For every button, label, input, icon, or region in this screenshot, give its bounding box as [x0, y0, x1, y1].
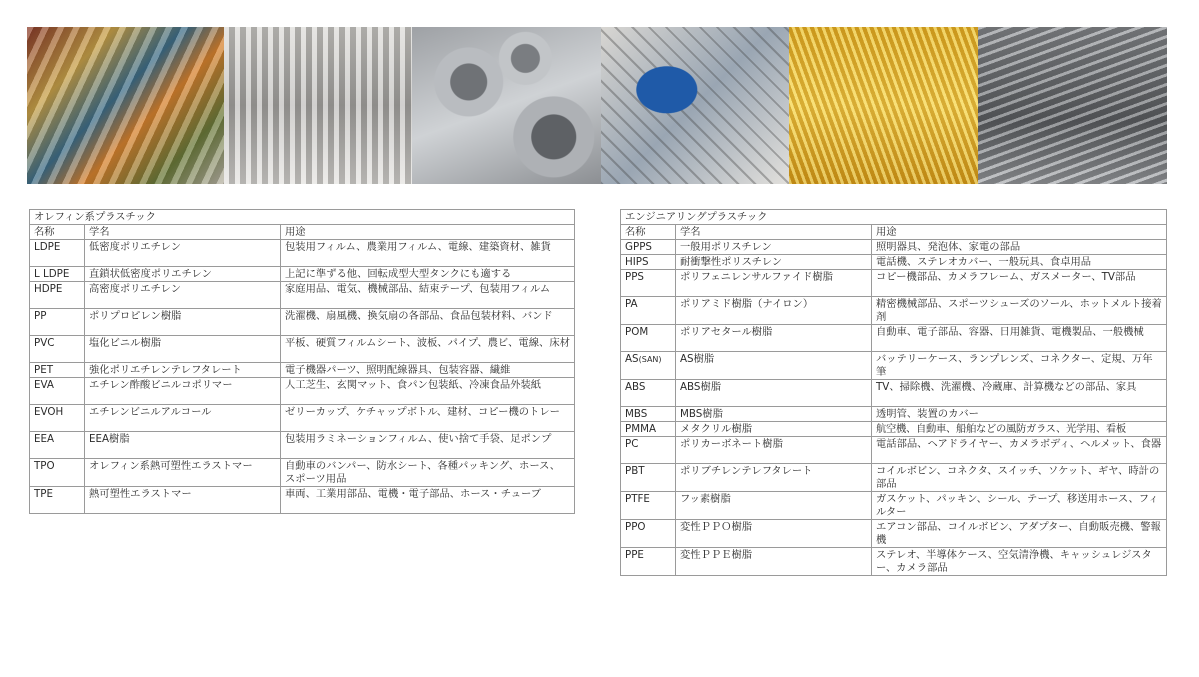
table-row	[621, 422, 1167, 437]
engineering-table	[620, 209, 1167, 576]
cell-name: MBS	[621, 407, 676, 422]
cell-use: 洗濯機、扇風機、換気扇の各部品、食品包装材料、バンド	[281, 309, 575, 336]
cell-name: TPE	[30, 487, 85, 514]
cell-name: PPE	[621, 548, 676, 576]
cell-chemical: ポリアミド樹脂（ナイロン）	[676, 297, 872, 325]
table-row	[621, 492, 1167, 520]
table-row	[621, 520, 1167, 548]
table-row	[621, 270, 1167, 297]
photo-gray-sheets	[978, 27, 1167, 184]
cell-chemical: ポリブチレンテレフタレート	[676, 464, 872, 492]
cell-name: PPO	[621, 520, 676, 548]
cell-use: 上記に準ずる他、回転成型大型タンクにも適する	[281, 267, 575, 282]
cell-chemical: MBS樹脂	[676, 407, 872, 422]
cell-chemical: ABS樹脂	[676, 380, 872, 407]
cell-name: PBT	[621, 464, 676, 492]
table-row	[621, 407, 1167, 422]
cell-use: 透明管、装置のカバー	[872, 407, 1167, 422]
cell-chemical: 直鎖状低密度ポリエチレン	[85, 267, 281, 282]
cell-name: PPS	[621, 270, 676, 297]
cell-chemical: 塩化ビニル樹脂	[85, 336, 281, 363]
table-row	[30, 487, 575, 514]
cell-chemical: EEA樹脂	[85, 432, 281, 459]
cell-chemical: 強化ポリエチレンテレフタレート	[85, 363, 281, 378]
header-row	[30, 225, 575, 240]
header-use: 用途	[872, 225, 1167, 240]
cell-use: ゼリーカップ、ケチャップボトル、建材、コピー機のトレー	[281, 405, 575, 432]
cell-name: PC	[621, 437, 676, 464]
cell-name: PA	[621, 297, 676, 325]
table-row	[30, 309, 575, 336]
cell-use: エアコン部品、コイルボビン、アダプター、自動販売機、警報機	[872, 520, 1167, 548]
cell-chemical: エチレン酢酸ビニルコポリマー	[85, 378, 281, 405]
cell-name: HDPE	[30, 282, 85, 309]
table-row	[621, 297, 1167, 325]
cell-chemical: 低密度ポリエチレン	[85, 240, 281, 267]
header-name: 名称	[30, 225, 85, 240]
cell-chemical: エチレンビニルアルコール	[85, 405, 281, 432]
cell-name: PVC	[30, 336, 85, 363]
table-row	[621, 255, 1167, 270]
cell-chemical: 耐衝撃性ポリスチレン	[676, 255, 872, 270]
cell-use: 人工芝生、玄関マット、食パン包装紙、冷凍食品外装紙	[281, 378, 575, 405]
cell-use: コイルボビン、コネクタ、スイッチ、ソケット、ギヤ、時計の部品	[872, 464, 1167, 492]
cell-chemical: 高密度ポリエチレン	[85, 282, 281, 309]
cell-name: PET	[30, 363, 85, 378]
cell-name: L LDPE	[30, 267, 85, 282]
cell-name: GPPS	[621, 240, 676, 255]
cell-chemical: オレフィン系熱可塑性エラストマー	[85, 459, 281, 487]
cell-use: 家庭用品、電気、機械部品、結束テープ、包装用フィルム	[281, 282, 575, 309]
cell-chemical: メタクリル樹脂	[676, 422, 872, 437]
cell-use: 自動車のバンパー、防水シート、各種パッキング、ホース、スポーツ用品	[281, 459, 575, 487]
cell-chemical: ポリカーボネート樹脂	[676, 437, 872, 464]
cell-use: ステレオ、半導体ケース、空気清浄機、キャッシュレジスター、カメラ部品	[872, 548, 1167, 576]
photo-mixed-plastic-cage	[601, 27, 789, 184]
photo-pipes	[412, 27, 601, 184]
table-row	[30, 282, 575, 309]
cell-use: 車両、工業用部品、電機・電子部品、ホース・チューブ	[281, 487, 575, 514]
cell-chemical: 変性ＰＰＥ樹脂	[676, 548, 872, 576]
cell-name: ABS	[621, 380, 676, 407]
table-row	[30, 336, 575, 363]
cell-name: PMMA	[621, 422, 676, 437]
table-row	[30, 267, 575, 282]
cell-use: 包装用ラミネーションフィルム、使い捨て手袋、足ポンプ	[281, 432, 575, 459]
table-row	[621, 437, 1167, 464]
cell-chemical: フッ素樹脂	[676, 492, 872, 520]
cell-chemical: 変性ＰＰＯ樹脂	[676, 520, 872, 548]
photo-wrapped-bales	[27, 27, 224, 184]
cell-use: 電子機器パーツ、照明配線器具、包装容器、繊維	[281, 363, 575, 378]
table-title: エンジニアリングプラスチック	[621, 210, 1167, 225]
cell-use: コピー機部品、カメラフレーム、ガスメーター、TV部品	[872, 270, 1167, 297]
cell-use: 包装用フィルム、農業用フィルム、電線、建築資材、雑貨	[281, 240, 575, 267]
cell-name: LDPE	[30, 240, 85, 267]
cell-chemical: AS樹脂	[676, 352, 872, 380]
cell-chemical: 一般用ポリスチレン	[676, 240, 872, 255]
cell-use: 航空機、自動車、船舶などの風防ガラス、光学用、看板	[872, 422, 1167, 437]
name-sub: (SAN)	[638, 355, 662, 364]
table-row	[30, 405, 575, 432]
cell-use: TV、掃除機、洗濯機、冷蔵庫、計算機などの部品、家具	[872, 380, 1167, 407]
cell-use: 電話部品、ヘアドライヤー、カメラボディ、ヘルメット、食器	[872, 437, 1167, 464]
table-row	[621, 380, 1167, 407]
cell-name: TPO	[30, 459, 85, 487]
cell-name	[621, 352, 676, 380]
header-use: 用途	[281, 225, 575, 240]
olefin-table	[29, 209, 575, 514]
table-row	[621, 240, 1167, 255]
cell-name: HIPS	[621, 255, 676, 270]
photo-strip	[27, 27, 1167, 184]
table-row	[30, 363, 575, 378]
table-title: オレフィン系プラスチック	[30, 210, 575, 225]
cell-use: 電話機、ステレオカバー、一般玩具、食卓用品	[872, 255, 1167, 270]
photo-yellow-film	[789, 27, 978, 184]
cell-use: 自動車、電子部品、容器、日用雑貨、電機製品、一般機械	[872, 325, 1167, 352]
table-row	[30, 432, 575, 459]
header-name: 名称	[621, 225, 676, 240]
header-chemical: 学名	[85, 225, 281, 240]
name-main: AS	[625, 353, 639, 365]
table-row	[30, 459, 575, 487]
cell-chemical: 熱可塑性エラストマー	[85, 487, 281, 514]
cell-chemical: ポリフェニレンサルファイド樹脂	[676, 270, 872, 297]
cell-use: 精密機械部品、スポーツシューズのソール、ホットメルト接着剤	[872, 297, 1167, 325]
table-row	[621, 548, 1167, 576]
cell-name: EVOH	[30, 405, 85, 432]
cell-name: POM	[621, 325, 676, 352]
cell-name: PTFE	[621, 492, 676, 520]
cell-name: EEA	[30, 432, 85, 459]
cell-use: 平板、硬質フィルムシート、波板、パイプ、農ビ、電線、床材	[281, 336, 575, 363]
cell-chemical: ポリプロピレン樹脂	[85, 309, 281, 336]
table-row	[621, 464, 1167, 492]
photo-crates	[224, 27, 412, 184]
table-row	[30, 240, 575, 267]
cell-name: EVA	[30, 378, 85, 405]
cell-use: 照明器具、発泡体、家電の部品	[872, 240, 1167, 255]
cell-name: PP	[30, 309, 85, 336]
table-row	[621, 325, 1167, 352]
table-row	[621, 352, 1167, 380]
cell-use: バッテリーケース、ランプレンズ、コネクター、定規、万年筆	[872, 352, 1167, 380]
table-row	[30, 378, 575, 405]
cell-use: ガスケット、パッキン、シール、テープ、移送用ホース、フィルター	[872, 492, 1167, 520]
header-row	[621, 225, 1167, 240]
cell-chemical: ポリアセタール樹脂	[676, 325, 872, 352]
header-chemical: 学名	[676, 225, 872, 240]
